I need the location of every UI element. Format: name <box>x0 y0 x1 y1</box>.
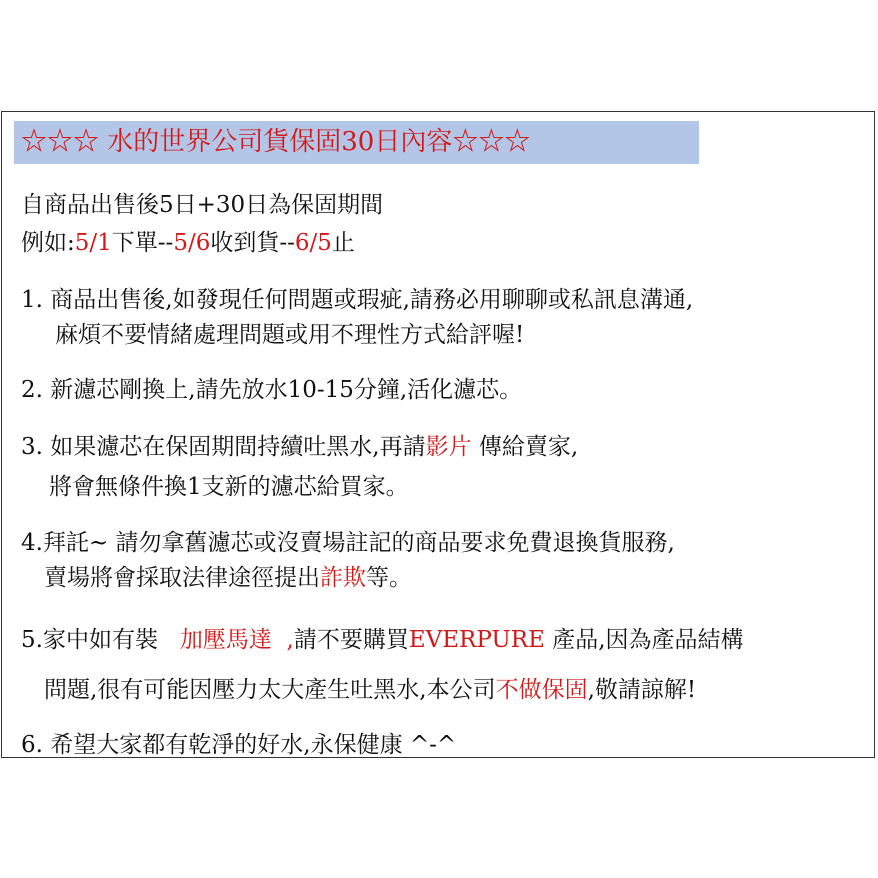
example-order-date: 5/1 <box>74 230 112 256</box>
example-end-date: 6/5 <box>294 230 332 256</box>
warranty-title: ☆☆☆ 水的世界公司貨保固30日內容☆☆☆ <box>21 127 531 157</box>
item-4-line-2 <box>44 563 412 593</box>
warranty-period-text: 自商品出售後5日+30日為保固期間 <box>21 192 384 218</box>
example-prefix: 例如: <box>21 230 75 256</box>
item-3-text-cont: 將會無條件換1支新的濾芯給買家。 <box>49 474 409 500</box>
item-5-text-a: 5.家中如有裝 <box>21 627 166 653</box>
item-5-pump-highlight: 加壓馬達 , <box>165 627 294 653</box>
item-5-no-warranty-highlight: 不做保固 <box>495 677 588 703</box>
item-1-text-cont: 麻煩不要情緒處理問題或用不理性方式給評喔! <box>55 322 525 348</box>
item-5-brand-highlight: EVERPURE <box>408 627 545 653</box>
item-3-video-highlight: 影片 <box>425 434 472 460</box>
item-5-line-1 <box>21 625 744 655</box>
item-4-text: 4.拜託~ 請勿拿舊濾芯或沒賣場註記的商品要求免費退換貨服務, <box>21 530 675 556</box>
example-end-text: 止 <box>331 230 355 256</box>
item-1-line-2 <box>55 320 524 350</box>
item-5-text-e: 產品,因為產品結構 <box>544 627 744 653</box>
item-1-text: 1. 商品出售後,如發現任何問題或瑕疵,請務必用聊聊或私訊息溝通, <box>21 287 694 313</box>
item-2-line <box>21 375 522 405</box>
example-line <box>21 228 355 258</box>
item-1-line-1 <box>21 285 693 315</box>
item-5-text-c: 請不要購買 <box>293 627 409 653</box>
item-5-line-2 <box>44 675 696 705</box>
example-receive-text: 收到貨-- <box>210 230 295 256</box>
item-3-line-2 <box>49 472 409 502</box>
example-receive-date: 5/6 <box>173 230 211 256</box>
item-5-text-h: ,敬請諒解! <box>587 677 697 703</box>
item-2-text: 2. 新濾芯剛換上,請先放水10-15分鐘,活化濾芯。 <box>21 377 523 403</box>
item-5-text-f: 問題,很有可能因壓力太大產生吐黑水,本公司 <box>44 677 496 703</box>
example-order-text: 下單-- <box>111 230 174 256</box>
item-4-text-c: 等。 <box>366 565 412 591</box>
item-4-line-1 <box>21 528 675 558</box>
warranty-period-line <box>21 190 383 220</box>
item-4-text-a: 賣場將會採取法律途徑提出 <box>44 565 320 591</box>
item-6-text: 6. 希望大家都有乾淨的好水,永保健康 ^-^ <box>21 732 457 758</box>
item-6-line <box>21 730 456 760</box>
item-3-line-1 <box>21 432 578 462</box>
item-3-text-a: 3. 如果濾芯在保固期間持續吐黑水,再請 <box>21 434 426 460</box>
item-4-fraud-highlight: 詐欺 <box>320 565 366 591</box>
item-3-text-c: 傳給賣家, <box>471 434 579 460</box>
